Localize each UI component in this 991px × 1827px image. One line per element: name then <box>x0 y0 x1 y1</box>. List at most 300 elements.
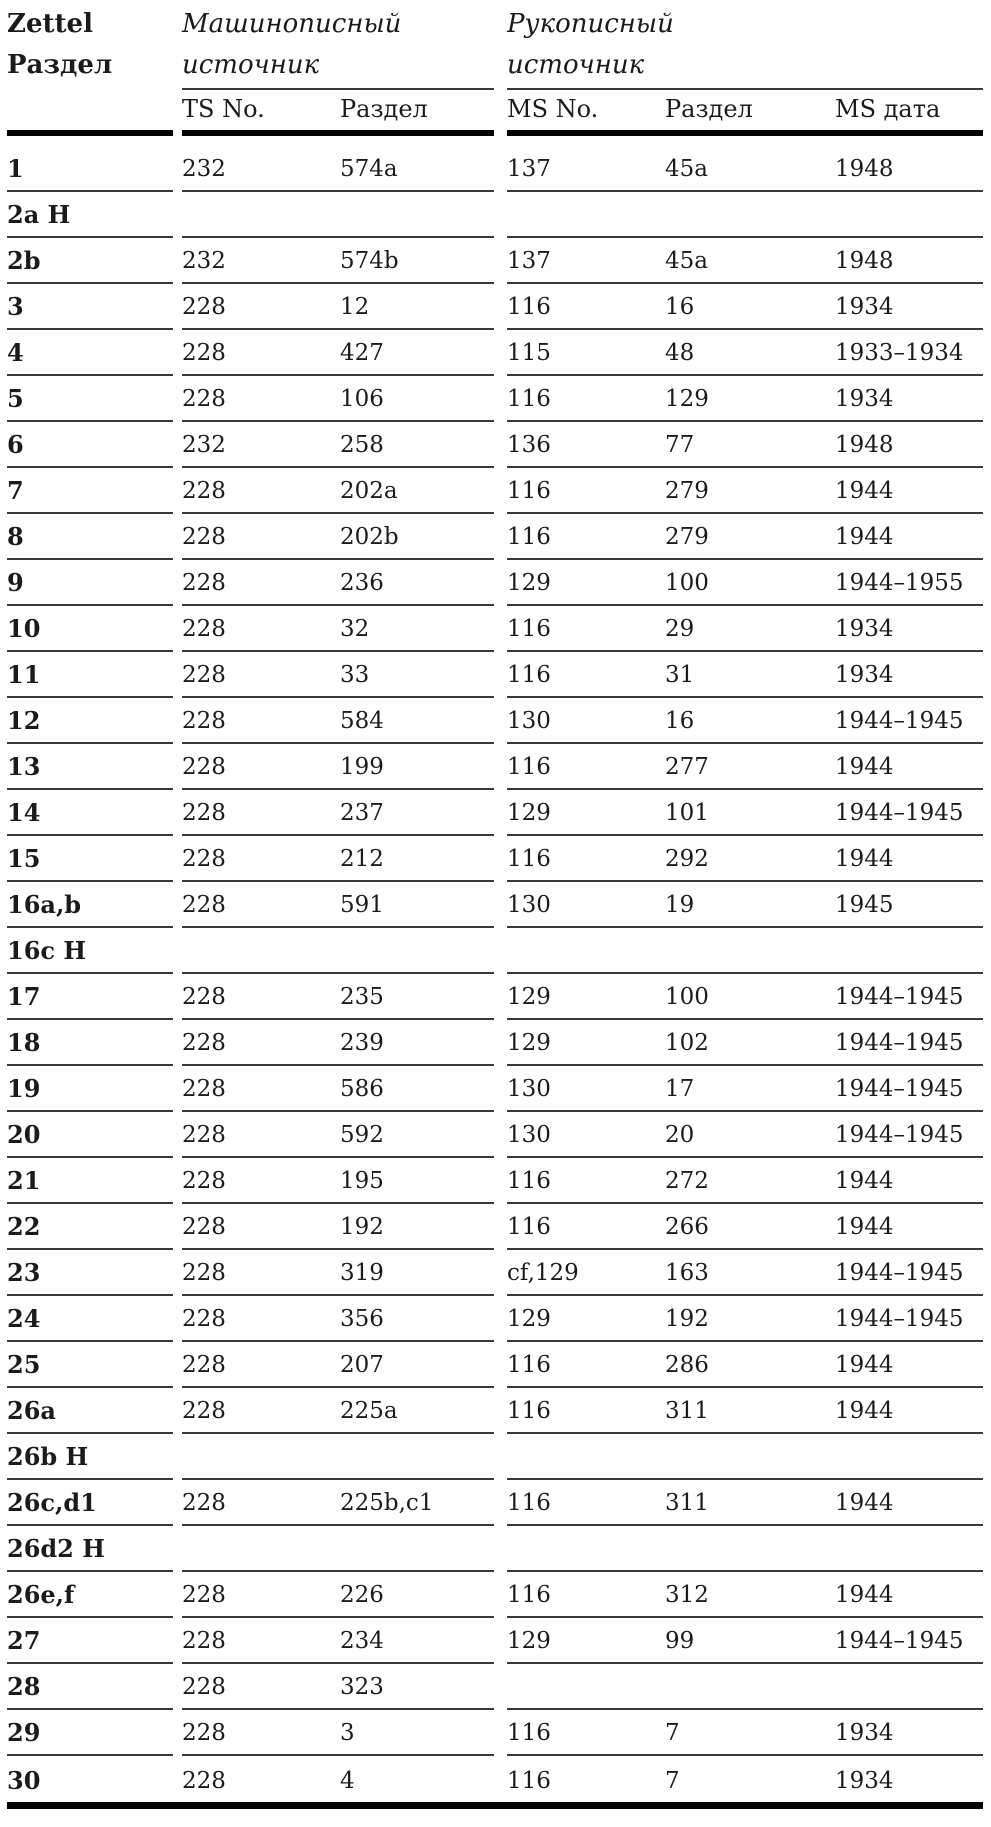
ms-no-value: 129 <box>507 984 551 1010</box>
table-row <box>7 560 991 606</box>
zettel-cell <box>7 1204 173 1250</box>
ms-section-value: 7 <box>665 1768 680 1794</box>
ms-no-value: 116 <box>507 1720 551 1746</box>
zettel-cell <box>7 1664 173 1710</box>
table-row <box>7 1664 991 1710</box>
ts-no-value: 228 <box>182 1490 226 1516</box>
zettel-section-label: 12 <box>7 706 41 735</box>
manuscript-cells <box>507 790 983 836</box>
ms-no-value: 129 <box>507 1030 551 1056</box>
ms-date-value <box>835 1469 983 1478</box>
zettel-section-label: 7 <box>7 476 24 505</box>
typescript-cells <box>182 928 494 974</box>
ms-no-value: 130 <box>507 892 551 918</box>
typescript-subheaders <box>182 90 494 136</box>
ts-section-value: 239 <box>340 1030 384 1056</box>
ts-no-value: 228 <box>182 1628 226 1654</box>
ts-no-value: 228 <box>182 1168 226 1194</box>
ts-section-value: 591 <box>340 892 384 918</box>
ms-section-value: 16 <box>665 708 695 734</box>
table-row <box>7 744 991 790</box>
ts-no-value: 228 <box>182 1768 226 1794</box>
zettel-section-label: 5 <box>7 384 24 413</box>
ms-date-value: 1934 <box>835 386 894 412</box>
ts-section-value: 319 <box>340 1260 384 1286</box>
ts-no-value: 228 <box>182 1674 226 1700</box>
ms-no-value: 137 <box>507 156 551 182</box>
ms-date-value: 1944 <box>835 1582 894 1608</box>
ts-section-value: 427 <box>340 340 384 366</box>
zettel-section-label: 2a H <box>7 200 71 229</box>
manuscript-cells <box>507 1250 983 1296</box>
ts-no-value: 228 <box>182 1720 226 1746</box>
zettel-section-label: 17 <box>7 982 41 1011</box>
zettel-section-label: 8 <box>7 522 24 551</box>
table-row <box>7 698 991 744</box>
ms-section-value: 77 <box>665 432 695 458</box>
table-row <box>7 1480 991 1526</box>
ts-section-value: 592 <box>340 1122 384 1148</box>
ms-date-value: 1944–1945 <box>835 1076 964 1102</box>
ms-section-value: 16 <box>665 294 695 320</box>
zettel-section-label: 6 <box>7 430 24 459</box>
zettel-cell <box>7 468 173 514</box>
table-row <box>7 376 991 422</box>
table-body <box>7 136 991 1802</box>
ms-date-value: 1944–1945 <box>835 1628 964 1654</box>
table-row <box>7 1158 991 1204</box>
table-row <box>7 1250 991 1296</box>
ts-section-value: 356 <box>340 1306 384 1332</box>
typescript-header-line2: источник <box>182 50 320 80</box>
manuscript-cells <box>507 1296 983 1342</box>
manuscript-cells <box>507 238 983 284</box>
ts-no-value: 228 <box>182 984 226 1010</box>
ts-section-value: 212 <box>340 846 384 872</box>
ts-no-value <box>182 227 340 236</box>
manuscript-cells <box>507 468 983 514</box>
manuscript-cells <box>507 376 983 422</box>
ms-date-value: 1944 <box>835 1398 894 1424</box>
ms-date-value: 1944–1945 <box>835 708 964 734</box>
typescript-cells <box>182 882 494 928</box>
manuscript-cells <box>507 1158 983 1204</box>
ts-section-value: 199 <box>340 754 384 780</box>
ts-section-value: 195 <box>340 1168 384 1194</box>
ms-section-value: 292 <box>665 846 709 872</box>
manuscript-cells <box>507 192 983 238</box>
ms-date-value: 1944 <box>835 846 894 872</box>
manuscript-cells <box>507 422 983 468</box>
table-row <box>7 1756 991 1802</box>
ms-date-value: 1944 <box>835 524 894 550</box>
typescript-source-group-header <box>182 4 494 90</box>
ms-section-value: 29 <box>665 616 695 642</box>
ms-no-value: 116 <box>507 1168 551 1194</box>
zettel-cell <box>7 790 173 836</box>
typescript-cells <box>182 1434 494 1480</box>
zettel-section-label: 26c,d1 <box>7 1488 97 1517</box>
zettel-cell <box>7 560 173 606</box>
typescript-cells <box>182 1618 494 1664</box>
manuscript-cells <box>507 1020 983 1066</box>
ms-section-value <box>665 1699 835 1708</box>
zettel-cell <box>7 514 173 560</box>
ms-no-value: 129 <box>507 1628 551 1654</box>
typescript-cells <box>182 1296 494 1342</box>
ts-no-value: 228 <box>182 800 226 826</box>
manuscript-cells <box>507 1756 983 1802</box>
table-bottom-rule <box>7 1802 983 1809</box>
ts-section-value: 4 <box>340 1768 355 1794</box>
typescript-cells <box>182 1158 494 1204</box>
table-row <box>7 928 991 974</box>
ms-no-value: 116 <box>507 1214 551 1240</box>
ms-no-value <box>507 227 665 236</box>
zettel-cell <box>7 1158 173 1204</box>
zettel-section-label: 25 <box>7 1350 41 1379</box>
table-row <box>7 1204 991 1250</box>
zettel-cell <box>7 1434 173 1480</box>
zettel-cell <box>7 698 173 744</box>
ms-date-value: 1934 <box>835 616 894 642</box>
manuscript-cells <box>507 284 983 330</box>
ms-section-value: 279 <box>665 478 709 504</box>
zettel-cell <box>7 1618 173 1664</box>
ms-section-value: 45a <box>665 248 708 274</box>
ts-no-value: 228 <box>182 340 226 366</box>
ms-section-value: 312 <box>665 1582 709 1608</box>
ts-section-value: 584 <box>340 708 384 734</box>
zettel-cell <box>7 1572 173 1618</box>
table-row <box>7 330 991 376</box>
typescript-cells <box>182 698 494 744</box>
table-row <box>7 284 991 330</box>
typescript-cells <box>182 1112 494 1158</box>
ts-no-value: 228 <box>182 708 226 734</box>
ts-section-value: 225b,c1 <box>340 1490 434 1516</box>
ms-section-column-header: Раздел <box>665 95 753 123</box>
typescript-cells <box>182 1756 494 1802</box>
table-row <box>7 1388 991 1434</box>
ms-date-value: 1934 <box>835 1768 894 1794</box>
zettel-section-label: 2b <box>7 246 41 275</box>
zettel-cell <box>7 1480 173 1526</box>
ts-section-value: 226 <box>340 1582 384 1608</box>
zettel-section-label: 18 <box>7 1028 41 1057</box>
ts-section-value: 202b <box>340 524 399 550</box>
ms-no-value: 116 <box>507 662 551 688</box>
table-header-groups <box>7 4 991 90</box>
manuscript-cells <box>507 1664 983 1710</box>
ms-no-value: 130 <box>507 708 551 734</box>
ts-no-value: 228 <box>182 1352 226 1378</box>
ts-no-value: 228 <box>182 386 226 412</box>
typescript-cells <box>182 238 494 284</box>
zettel-section-label: 23 <box>7 1258 41 1287</box>
typescript-cells <box>182 468 494 514</box>
typescript-cells <box>182 1342 494 1388</box>
manuscript-cells <box>507 1618 983 1664</box>
ts-section-value: 586 <box>340 1076 384 1102</box>
manuscript-cells <box>507 1066 983 1112</box>
ms-no-value: 137 <box>507 248 551 274</box>
ts-section-value: 234 <box>340 1628 384 1654</box>
ms-date-value: 1948 <box>835 156 894 182</box>
zettel-cell <box>7 928 173 974</box>
ms-date-value: 1948 <box>835 248 894 274</box>
ms-section-value: 266 <box>665 1214 709 1240</box>
ms-section-value: 31 <box>665 662 695 688</box>
ms-section-value: 279 <box>665 524 709 550</box>
ms-date-value: 1944–1945 <box>835 800 964 826</box>
ms-date-value: 1944 <box>835 1352 894 1378</box>
ts-no-value: 228 <box>182 1398 226 1424</box>
manuscript-cells <box>507 1480 983 1526</box>
ts-section-value: 3 <box>340 1720 355 1746</box>
table-row <box>7 974 991 1020</box>
typescript-cells <box>182 1020 494 1066</box>
ms-section-value: 311 <box>665 1490 709 1516</box>
ts-section-column-header: Раздел <box>340 95 428 123</box>
table-row <box>7 136 991 192</box>
zettel-section-label: 15 <box>7 844 41 873</box>
zettel-cell <box>7 1342 173 1388</box>
manuscript-cells <box>507 1572 983 1618</box>
zettel-cell <box>7 238 173 284</box>
ts-section-value: 192 <box>340 1214 384 1240</box>
ts-no-value: 228 <box>182 478 226 504</box>
ms-date-column-header: MS дата <box>835 95 941 123</box>
ms-section-value: 7 <box>665 1720 680 1746</box>
typescript-cells <box>182 560 494 606</box>
manuscript-source-group-header <box>507 4 983 90</box>
ts-no-value: 228 <box>182 1260 226 1286</box>
typescript-cells <box>182 1526 494 1572</box>
ts-section-value: 258 <box>340 432 384 458</box>
ms-date-value: 1944–1945 <box>835 984 964 1010</box>
ms-no-value: 116 <box>507 1768 551 1794</box>
zettel-cell <box>7 1296 173 1342</box>
zettel-cell <box>7 744 173 790</box>
zettel-cell <box>7 330 173 376</box>
table-row <box>7 652 991 698</box>
zettel-section-label: 27 <box>7 1626 41 1655</box>
table-row <box>7 1434 991 1480</box>
zettel-section-label: 22 <box>7 1212 41 1241</box>
ts-section-value: 202a <box>340 478 398 504</box>
ms-date-value: 1934 <box>835 1720 894 1746</box>
zettel-cell <box>7 1112 173 1158</box>
zettel-section-label: 4 <box>7 338 24 367</box>
ms-section-value: 286 <box>665 1352 709 1378</box>
ms-date-value: 1944 <box>835 1490 894 1516</box>
ts-section-value: 574a <box>340 156 398 182</box>
typescript-cells <box>182 330 494 376</box>
zettel-section-label: 3 <box>7 292 24 321</box>
ms-no-value: 129 <box>507 570 551 596</box>
ms-section-value: 163 <box>665 1260 709 1286</box>
ts-no-value: 228 <box>182 294 226 320</box>
ms-no-value: 116 <box>507 1582 551 1608</box>
ts-section-value: 207 <box>340 1352 384 1378</box>
ms-section-value: 19 <box>665 892 695 918</box>
table-row <box>7 1342 991 1388</box>
ms-date-value: 1944–1945 <box>835 1260 964 1286</box>
table-row <box>7 1066 991 1112</box>
table-row <box>7 1618 991 1664</box>
ms-no-value <box>507 1469 665 1478</box>
zettel-cell <box>7 882 173 928</box>
ms-section-value <box>665 227 835 236</box>
table-row <box>7 1112 991 1158</box>
table-header-columns <box>7 90 991 136</box>
ms-no-value: 129 <box>507 1306 551 1332</box>
typescript-cells <box>182 652 494 698</box>
table-row <box>7 790 991 836</box>
manuscript-cells <box>507 1710 983 1756</box>
table-row <box>7 468 991 514</box>
typescript-cells <box>182 1710 494 1756</box>
ms-date-value <box>835 963 983 972</box>
ms-section-value: 100 <box>665 570 709 596</box>
ms-date-value: 1934 <box>835 294 894 320</box>
ms-no-value <box>507 963 665 972</box>
ts-no-value: 232 <box>182 156 226 182</box>
typescript-cells <box>182 790 494 836</box>
ts-no-value: 228 <box>182 1306 226 1332</box>
zettel-section-label: 9 <box>7 568 24 597</box>
ms-no-value: 130 <box>507 1076 551 1102</box>
zettel-cell <box>7 1710 173 1756</box>
ms-date-value: 1948 <box>835 432 894 458</box>
ms-section-value: 101 <box>665 800 709 826</box>
ms-no-column-header: MS No. <box>507 95 599 123</box>
ts-no-value: 232 <box>182 432 226 458</box>
ts-section-value: 237 <box>340 800 384 826</box>
ms-section-value: 20 <box>665 1122 695 1148</box>
typescript-cells <box>182 836 494 882</box>
table-row <box>7 1572 991 1618</box>
ms-no-value: 116 <box>507 1352 551 1378</box>
typescript-cells <box>182 1572 494 1618</box>
ts-no-value: 232 <box>182 248 226 274</box>
table-row <box>7 836 991 882</box>
zettel-section-label: 26d2 H <box>7 1534 105 1563</box>
ts-no-value <box>182 963 340 972</box>
zettel-section-label: 16c H <box>7 936 87 965</box>
typescript-cells <box>182 606 494 652</box>
ms-no-value: 116 <box>507 386 551 412</box>
manuscript-cells <box>507 1204 983 1250</box>
ms-date-value: 1934 <box>835 662 894 688</box>
manuscript-cells <box>507 744 983 790</box>
ms-no-value: 116 <box>507 754 551 780</box>
ms-no-value: 115 <box>507 340 551 366</box>
zettel-section-label: 26a <box>7 1396 56 1425</box>
ms-no-value: 129 <box>507 800 551 826</box>
manuscript-header-line1: Рукописный <box>507 9 674 39</box>
manuscript-cells <box>507 1434 983 1480</box>
manuscript-cells <box>507 330 983 376</box>
ms-date-value: 1944–1945 <box>835 1306 964 1332</box>
typescript-cells <box>182 974 494 1020</box>
ms-date-value <box>835 227 983 236</box>
typescript-cells <box>182 514 494 560</box>
zettel-cell <box>7 974 173 1020</box>
ms-section-value: 99 <box>665 1628 695 1654</box>
table-row <box>7 606 991 652</box>
ts-section-value <box>340 1469 494 1478</box>
ms-section-value <box>665 1561 835 1570</box>
ms-section-value: 272 <box>665 1168 709 1194</box>
zettel-section-label: 30 <box>7 1766 41 1795</box>
ms-no-value: 116 <box>507 294 551 320</box>
table-row <box>7 238 991 284</box>
zettel-section-label: 14 <box>7 798 41 827</box>
zettel-section-label: 10 <box>7 614 41 643</box>
zettel-section-label: 26e,f <box>7 1580 75 1609</box>
ms-no-value: 116 <box>507 1490 551 1516</box>
table-row <box>7 422 991 468</box>
ms-no-value: 116 <box>507 524 551 550</box>
zettel-column-header <box>7 4 173 90</box>
zettel-cell <box>7 836 173 882</box>
zettel-section-label: 20 <box>7 1120 41 1149</box>
zettel-section-label: 21 <box>7 1166 41 1195</box>
manuscript-cells <box>507 136 983 192</box>
zettel-section-label: 29 <box>7 1718 41 1747</box>
manuscript-cells <box>507 882 983 928</box>
zettel-section-label: 24 <box>7 1304 41 1333</box>
zettel-cell <box>7 376 173 422</box>
ts-no-value: 228 <box>182 754 226 780</box>
zettel-cell <box>7 422 173 468</box>
ts-no-value: 228 <box>182 1582 226 1608</box>
typescript-cells <box>182 1204 494 1250</box>
manuscript-cells <box>507 1342 983 1388</box>
manuscript-cells <box>507 1112 983 1158</box>
ms-date-value: 1944–1945 <box>835 1122 964 1148</box>
manuscript-cells <box>507 560 983 606</box>
ms-section-value: 48 <box>665 340 695 366</box>
typescript-cells <box>182 1480 494 1526</box>
zettel-section-label: 19 <box>7 1074 41 1103</box>
ts-section-value: 235 <box>340 984 384 1010</box>
zettel-header-rule-segment <box>7 90 173 136</box>
zettel-section-label: 13 <box>7 752 41 781</box>
ms-section-value: 45a <box>665 156 708 182</box>
ts-section-value: 33 <box>340 662 370 688</box>
zettel-cell <box>7 1066 173 1112</box>
ts-section-value: 225a <box>340 1398 398 1424</box>
ms-section-value: 100 <box>665 984 709 1010</box>
typescript-cells <box>182 1066 494 1112</box>
typescript-header-line1: Машинописный <box>182 9 402 39</box>
ms-date-value: 1944 <box>835 1168 894 1194</box>
ts-no-column-header: TS No. <box>182 95 265 123</box>
ts-no-value: 228 <box>182 1122 226 1148</box>
ts-section-value: 236 <box>340 570 384 596</box>
typescript-cells <box>182 1664 494 1710</box>
manuscript-cells <box>507 1388 983 1434</box>
table-row <box>7 1526 991 1572</box>
manuscript-cells <box>507 652 983 698</box>
ms-date-value: 1944 <box>835 754 894 780</box>
table-row <box>7 1020 991 1066</box>
ms-date-value: 1944 <box>835 478 894 504</box>
ms-date-value: 1944–1955 <box>835 570 964 596</box>
